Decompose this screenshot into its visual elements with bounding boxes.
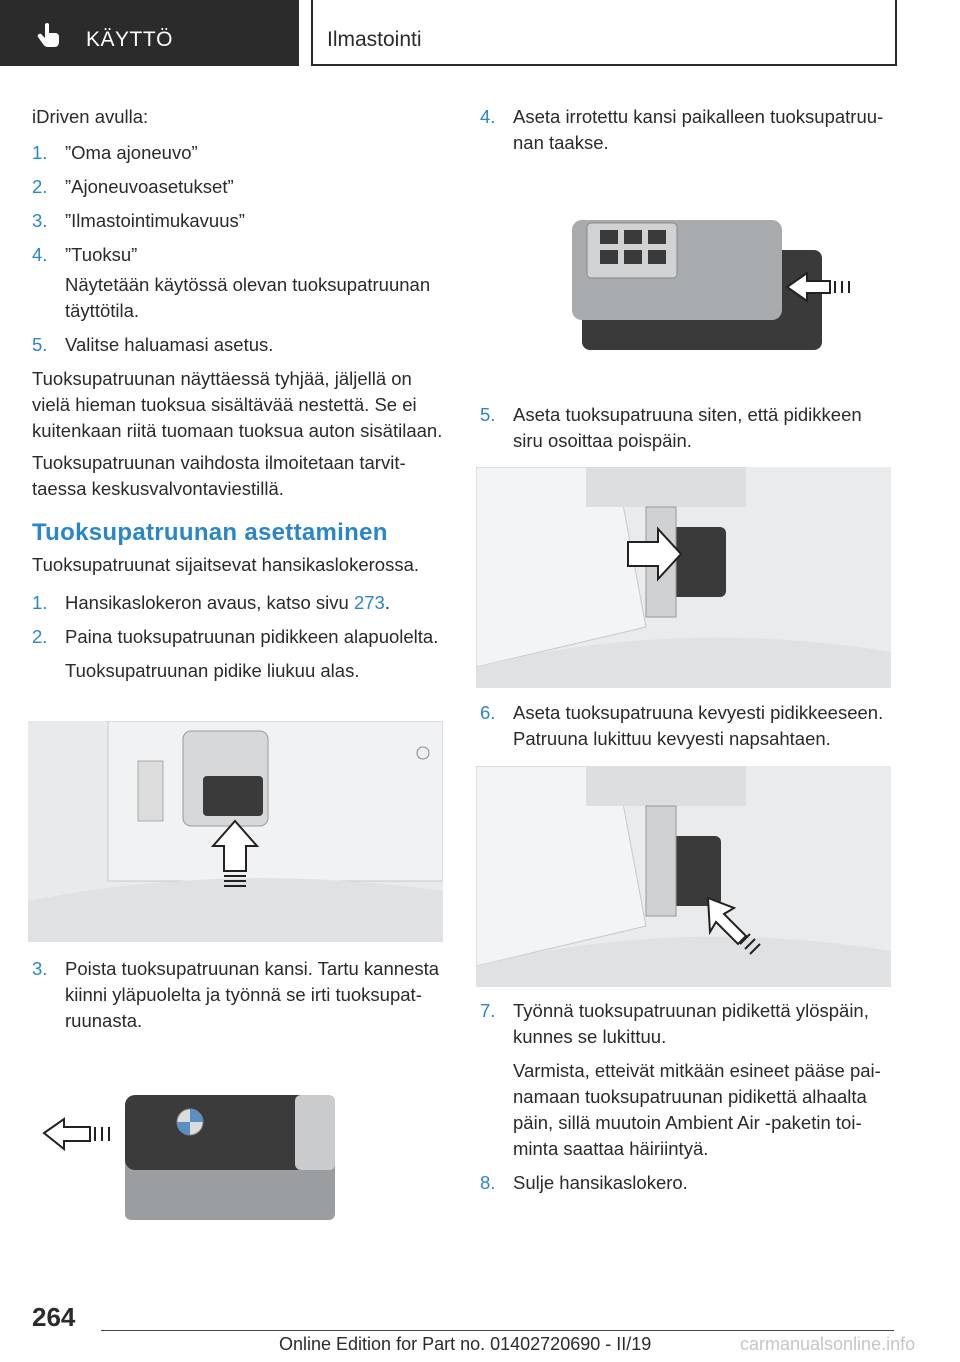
page-link[interactable]: 273 <box>353 592 385 613</box>
glovebox-illustration <box>28 721 443 942</box>
paragraph-location: Tuoksupatruunat sijaitsevat hansikaslokerossa. <box>32 554 419 575</box>
step-3: 3. ”Ilmastointimukavuus” <box>32 210 245 231</box>
chapter-title: Ilmastointi <box>327 28 422 51</box>
install-step-7: 7. Työnnä tuoksupatruunan pidikettä ylöspäin, kunnes se lukittuu. <box>480 1000 869 1047</box>
install-step-6: 6. Aseta tuoksupatruuna kevyesti pidikkeeseen. Patruuna lukittuu kevyesti napsahtaen. <box>480 702 884 749</box>
figure-insert-cartridge <box>476 467 891 688</box>
section-tab[interactable] <box>0 0 299 66</box>
paragraph-replacement-notice: Tuoksupatruunan vaihdosta ilmoitetaan tarvittaessa keskusvalvontaviestillä. <box>32 452 406 499</box>
cover-placement-illustration <box>562 215 862 355</box>
cartridge-cover-illustration <box>40 1085 340 1225</box>
right-column-top <box>480 104 895 156</box>
install-step-1: 1. Hansikaslokeron avaus, katso sivu 273. <box>32 592 390 613</box>
install-step-2-note: Tuoksupatruunan pidike liukuu alas. <box>65 660 360 681</box>
install-step-5: 5. Aseta tuoksupatruuna siten, että pidikkeen siru osoittaa poispäin. <box>480 404 862 451</box>
install-step-7-note: Varmista, etteivät mitkään esineet pääse painamaan tuoksupatruunan pidikettä alhaalta päin, sillä muutoin Ambient Air -paketin toiminta saattaa häiriintyä. <box>513 1060 881 1159</box>
section-heading: Tuoksupatruunan asettaminen <box>32 519 388 546</box>
figure-remove-cover <box>40 1085 340 1225</box>
figure-cover-behind <box>562 215 862 355</box>
step-4-note: Näytetään käytössä olevan tuoksupatruunan täyttötila. <box>65 274 431 321</box>
install-step-3: 3. Poista tuoksupatruunan kansi. Tartu kannesta kiinni yläpuolelta ja työnnä se irti tuoksupatruunasta. <box>32 958 440 1031</box>
left-column-bottom <box>32 956 450 1034</box>
right-column-bottom <box>480 998 895 1196</box>
step-5: 5. Valitse haluamasi asetus. <box>32 334 274 355</box>
left-column <box>32 104 447 684</box>
step-1: 1. ”Oma ajoneuvo” <box>32 142 198 163</box>
figure-push-holder <box>28 721 443 942</box>
insert-cartridge-illustration <box>476 467 891 688</box>
watermark: carmanualsonline.info <box>740 1334 916 1354</box>
paragraph-empty-cartridge: Tuoksupatruunan näyttäessä tyhjää, jäljellä on vielä hieman tuoksua sisältävää nestettä. Se ei kuitenkaan riitä tuomaan tuoksua auton sisätilaan. <box>32 368 443 441</box>
footer-divider <box>101 1330 894 1331</box>
install-step-8: 8. Sulje hansikaslokero. <box>480 1172 688 1193</box>
step-4: 4. ”Tuoksu” <box>32 244 138 265</box>
page-number: 264 <box>32 1302 76 1332</box>
edition-note: Online Edition for Part no. 01402720690 - II/19 <box>279 1334 652 1354</box>
figure-push-up <box>476 766 891 987</box>
section-tab-label: KÄYTTÖ <box>86 28 174 51</box>
step-2: 2. ”Ajoneuvoasetukset” <box>32 176 234 197</box>
hand-pointer-icon <box>36 22 64 48</box>
install-step-2: 2. Paina tuoksupatruunan pidikkeen alapuolelta. <box>32 626 439 647</box>
chapter-header <box>311 0 897 66</box>
right-column-step5 <box>480 402 895 454</box>
install-step-4: 4. Aseta irrotettu kansi paikalleen tuoksupatruunan taakse. <box>480 106 884 153</box>
intro-text: iDriven avulla: <box>32 106 149 127</box>
push-up-illustration <box>476 766 891 987</box>
right-column-step6 <box>480 700 895 752</box>
